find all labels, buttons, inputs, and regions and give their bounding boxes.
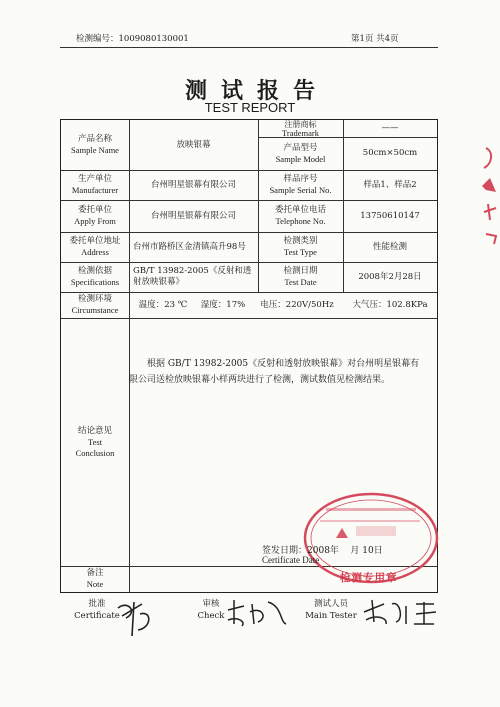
label-trademark: 注册商标 Trademark [282,119,319,138]
signing-date: 签发日期：2008年 月 10日 [262,546,383,556]
label-product-name: 产品名称 Sample Name [71,134,119,155]
value-apply-from: 台州明星银幕有限公司 [150,210,236,221]
label-circumstance: 检测环境 Circumstance [71,294,119,315]
value-product-name: 放映银幕 [176,139,211,150]
value-pressure: 大气压：102.8KPa [352,299,428,310]
value-trademark: —— [381,123,399,133]
value-temperature: 温度：23 ℃ [138,299,188,310]
label-test-type: 检测类别 Test Type [283,236,318,257]
value-specifications: GB/T 13982-2005《反射和透射放映银幕》 [133,266,252,287]
value-voltage: 电压：220V/50Hz [260,299,334,310]
label-specifications: 检测依据 Specifications [70,266,120,287]
footer-check: 审核 Check [197,599,225,621]
title-english: TEST REPORT [204,100,296,115]
footer-tester: 测试人员 Main Tester [305,599,357,621]
value-address: 台州市路桥区金清镇高升98号 [133,241,246,252]
value-telephone: 13750610147 [360,210,420,221]
label-note: 备注 Note [86,568,104,589]
label-serial: 样品序号 Sample Serial No. [269,174,332,195]
label-apply-from: 委托单位 Apply From [74,205,116,226]
value-manufacturer: 台州明星银幕有限公司 [150,179,236,190]
label-model: 产品型号 Sample Model [275,142,326,164]
header-rule [60,47,438,48]
signing-date-en: Certificate Date [262,555,320,565]
conclusion-text: 根据 GB/T 13982-2005《反射和透射放映银幕》对台州明星银幕有限公司送检放映银幕小样两块进行了检测，测试数值见检测结果。 [129,359,420,385]
footer-approve: 批准 Certificate [74,599,120,621]
checker-signature [224,596,290,630]
value-humidity: 湿度：17% [200,299,246,310]
label-address: 委托单位地址 Address [69,236,121,257]
label-manufacturer: 生产单位 Manufacturer [71,174,119,195]
title-chinese: 测试报告 [184,78,329,104]
tester-signature [360,596,440,628]
edge-seal-fragment [478,140,500,260]
value-test-type: 性能检测 [372,241,407,252]
report-number: 检测编号：1009080130001 [76,34,189,44]
label-test-date: 检测日期 Test Date [283,266,318,287]
label-telephone: 委托单位电话 Telephone No. [274,205,326,226]
stamp-label: 检测专用章 [340,572,398,584]
approver-signature [112,596,158,640]
label-conclusion: 结论意见 Test Conclusion [75,425,115,458]
page-indicator: 第1页 共4页 [351,34,399,44]
value-test-date: 2008年2月28日 [358,271,422,282]
value-model: 50cm×50cm [362,148,418,158]
value-serial: 样品1、样品2 [363,179,417,190]
